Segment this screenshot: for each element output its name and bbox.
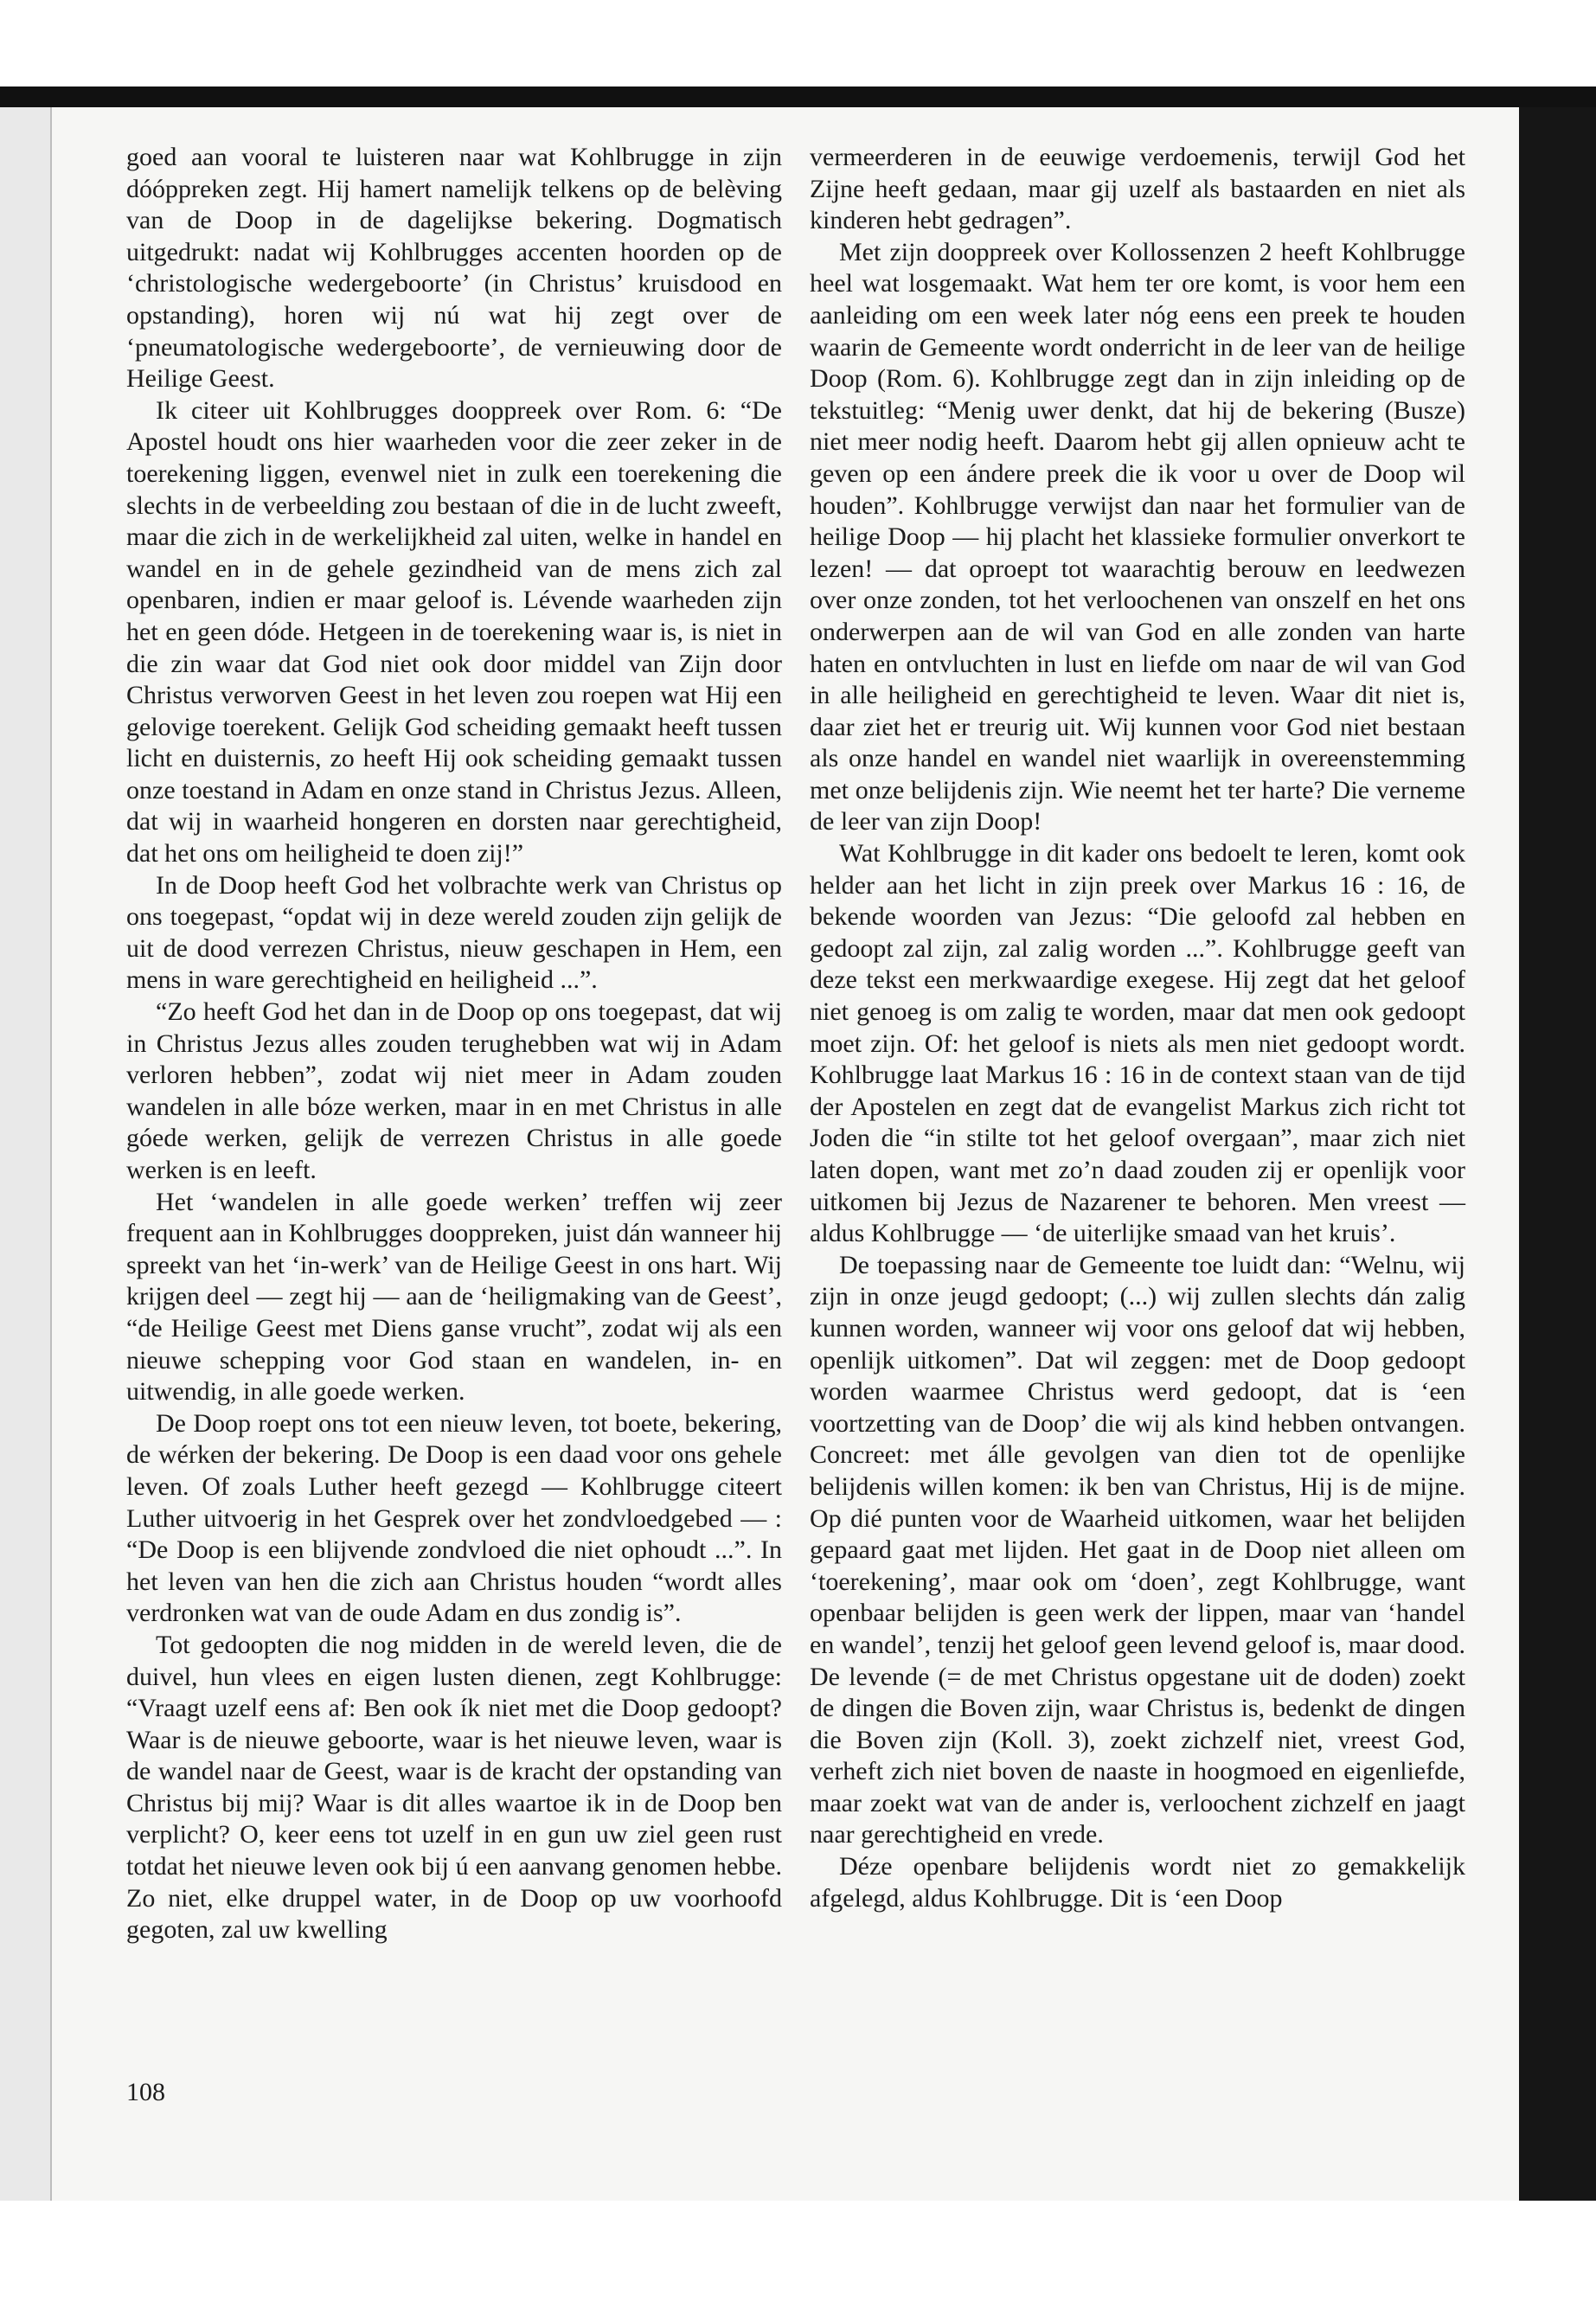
paragraph: Met zijn dooppreek over Kollossenzen 2 heeft Kohlbrugge heel wat losgemaakt. Wat hem ter ore komt, is voor hem een aanleiding om een week later nóg eens een preek te houden waarin de Gemeente wordt onderricht in de leer van de heilige Doop (Rom. 6). Kohlbrugge zegt dan in zijn inleiding op de tekstuitleg: “Menig uwer denkt, dat hij de bekering (Busze) niet meer nodig heeft. Daarom hebt gij allen opnieuw acht te geven op een ándere preek die ik voor u over de Doop wil houden”. Kohlbrugge verwijst dan naar het formulier van de heilige Doop — hij placht het klassieke formulier onverkort te lezen! — dat oproept tot waarachtig berouw en leedwezen over onze zonden, tot het verloochenen van onszelf en het ons onderwerpen aan de wil van God en alle zonden van harte haten en ontvluchten in lust en liefde om naar de wil van God in alle heiligheid en gerechtigheid te leven. Waar dit niet is, daar ziet het er treurig uit. Wij kunnen voor God niet bestaan als onze handel en wandel niet waarlijk in overeenstemming met onze belijdenis zijn. Wie neemt het ter harte? Die verneme de leer van zijn Doop! [810,237,1465,836]
paragraph: De toepassing naar de Gemeente toe luidt dan: “Welnu, wij zijn in onze jeugd gedoopt; (...) wij zullen slechts dán zalig kunnen worden, wanneer wij voor ons geloof dat wij hebben, openlijk uitkomen”. Dat wil zeggen: met de Doop gedoopt worden waarmee Christus werd gedoopt, dat is ‘een voortzetting van de Doop’ die wij als kind hebben ontvangen. Concreet: met álle gevolgen van dien tot de openlijke belijdenis willen komen: ik ben van Christus, Hij is de mijne. Op dié punten voor de Waarheid uitkomen, waar het belijden gepaard gaat met lijden. Het gaat in de Doop niet alleen om ‘toerekening’, maar ook om ‘doen’, zegt Kohlbrugge, want openbaar belijden is geen werk der lippen, maar van ‘handel en wandel’, tenzij het geloof geen levend geloof is, maar dood. De levende (= de met Christus opgestane uit de doden) zoekt de dingen die Boven zijn, waar Christus is, bedenkt de dingen die Boven zijn (Koll. 3), zoekt zichzelf niet, vreest God, verheft zich niet boven de naaste in hoogmoed en eigenliefde, maar zoekt wat van de ander is, verloochent zichzelf en jaagt naar gerechtigheid en vrede. [810,1250,1465,1849]
paragraph: “Zo heeft God het dan in de Doop op ons toegepast, dat wij in Christus Jezus alles zouden terughebben wat wij in Adam verloren hebben”, zodat wij niet meer in Adam zouden wandelen in alle bóze werken, maar in en met Christus in alle góede werken, gelijk de verrezen Christus in alle goede werken is en leeft. [126,997,782,1184]
paragraph: vermeerderen in de eeuwige verdoemenis, terwijl God het Zijne heeft gedaan, maar gij uzelf als bastaarden en niet als kinderen hebt gedragen”. [810,143,1465,235]
adjacent-page-edge [0,107,52,2201]
paragraph: Déze openbare belijdenis wordt niet zo gemakkelijk afgelegd, aldus Kohlbrugge. Dit is ‘een Doop [810,1852,1465,1913]
paragraph: Wat Kohlbrugge in dit kader ons bedoelt te leren, komt ook helder aan het licht in zijn preek over Markus 16 : 16, de bekende woorden van Jezus: “Die geloofd zal hebben en gedoopt zal zijn, zal zalig worden ...”. Kohlbrugge geeft van deze tekst een merkwaardige exegese. Hij zegt dat het geloof niet genoeg is om zalig te worden, maar dat men ook gedoopt moet zijn. Of: het geloof is niets als men niet gedoopt wordt. Kohlbrugge laat Markus 16 : 16 in de context staan van de tijd der Apostelen en zegt dat de evangelist Markus zich richt tot Joden die “in stilte tot het geloof overgaan”, maar zich niet laten dopen, want met zo’n daad zouden zij er openlijk voor uitkomen bij Jezus de Nazarener te behoren. Men vreest — aldus Kohlbrugge — ‘de uiterlijke smaad van het kruis’. [810,839,1465,1248]
scan-top-margin [0,0,1596,87]
right-text-column [810,142,1465,1914]
paragraph: Het ‘wandelen in alle goede werken’ treffen wij zeer frequent aan in Kohlbrugges dooppreken, juist dán wanneer hij spreekt van het ‘in-werk’ van de Heilige Geest in ons hart. Wij krijgen deel — zegt hij — aan de ‘heiligmaking van de Geest’, “de Heilige Geest met Diens ganse vrucht”, zodat wij als een nieuwe schepping voor God staan en wandelen, in- en uitwendig, in alle goede werken. [126,1187,782,1407]
book-binding-edge [1519,107,1596,2201]
scan-bottom-margin [0,2201,1596,2301]
page-number: 108 [126,2078,165,2106]
scan-dark-edge [0,87,1596,107]
paragraph: Ik citeer uit Kohlbrugges dooppreek over Rom. 6: “De Apostel houdt ons hier waarheden voor die zeer zeker in de toerekening liggen, evenwel niet in zulk een toerekening die slechts in de verbeelding zou bestaan of die in de lucht zweeft, maar die zich in de werkelijkheid zal uiten, welke in handel en wandel en in de gehele gezindheid van de mens zich zal openbaren, indien er maar geloof is. Lévende waarheden zijn het en geen dóde. Hetgeen in de toerekening waar is, is niet in die zin waar dat God niet ook door middel van Zijn door Christus verworven Geest in het leven zou roepen wat Hij een gelovige toerekent. Gelijk God scheiding gemaakt heeft tussen licht en duisternis, zo heeft Hij ook scheiding gemaakt tussen onze toestand in Adam en onze stand in Christus Jezus. Alleen, dat wij in waarheid hongeren en dorsten naar gerechtigheid, dat het ons om heiligheid te doen zij!” [126,395,782,868]
left-text-column [126,142,782,1946]
paragraph: De Doop roept ons tot een nieuw leven, tot boete, bekering, de wérken der bekering. De Doop is een daad voor ons gehele leven. Of zoals Luther heeft gezegd — Kohlbrugge citeert Luther uitvoerig in het Gesprek over het zondvloedgebed — : “De Doop is een blijvende zondvloed die niet ophoudt ...”. In het leven van hen die zich aan Christus houden “wordt alles verdronken wat van de oude Adam en dus zondig is”. [126,1408,782,1628]
book-page [52,107,1519,2201]
paragraph: Tot gedoopten die nog midden in de wereld leven, die de duivel, hun vlees en eigen lusten dienen, zegt Kohlbrugge: “Vraagt uzelf eens af: Ben ook ík niet met die Doop gedoopt? Waar is de nieuwe geboorte, waar is het nieuwe leven, waar is de wandel naar de Geest, waar is de kracht der opstanding van Christus bij mij? Waar is dit alles waartoe ik in de Doop ben verplicht? O, keer eens tot uzelf in en gun uw ziel geen rust totdat het nieuwe leven ook bij ú een aanvang genomen hebbe. Zo niet, elke druppel water, in de Doop op uw voorhoofd gegoten, zal uw kwelling [126,1630,782,1945]
paragraph: In de Doop heeft God het volbrachte werk van Christus op ons toegepast, “opdat wij in deze wereld zouden zijn gelijk de uit de dood verrezen Christus, nieuw geschapen in Hem, een mens in ware gerechtigheid en heiligheid ...”. [126,870,782,995]
paragraph: goed aan vooral te luisteren naar wat Kohlbrugge in zijn dóóppreken zegt. Hij hamert namelijk telkens op de belèving van de Doop in de dagelijkse bekering. Dogmatisch uitgedrukt: nadat wij Kohlbrugges accenten hoorden op de ‘christologische wedergeboorte’ (in Christus’ kruisdood en opstanding), horen wij nú wat hij zegt over de ‘pneumatologische wedergeboorte’, de vernieuwing door de Heilige Geest. [126,143,782,394]
